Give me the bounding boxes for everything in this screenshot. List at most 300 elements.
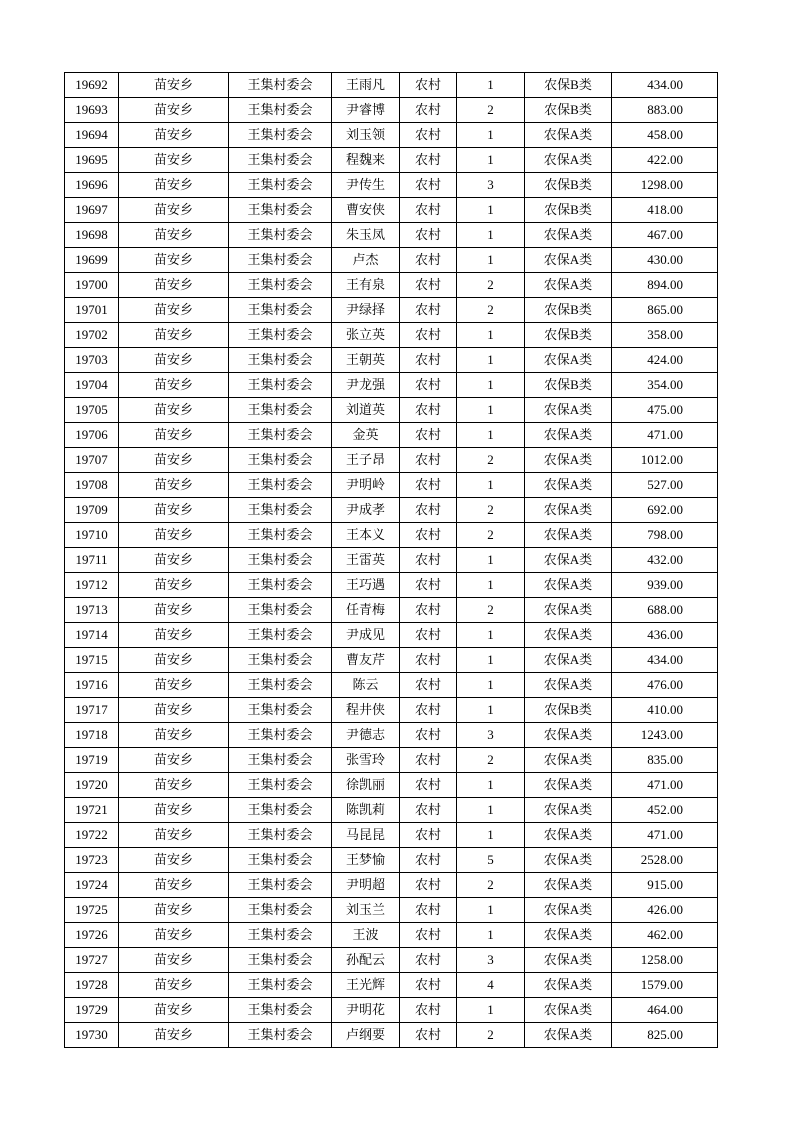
cell-count: 1 — [457, 623, 525, 648]
cell-count: 2 — [457, 448, 525, 473]
cell-category: 农保A类 — [525, 548, 612, 573]
cell-name: 任青梅 — [332, 598, 400, 623]
table-row — [65, 73, 718, 98]
cell-type: 农村 — [400, 848, 457, 873]
cell-category: 农保A类 — [525, 823, 612, 848]
cell-amount: 825.00 — [612, 1023, 718, 1048]
cell-township: 苗安乡 — [119, 748, 229, 773]
cell-village: 王集村委会 — [229, 948, 332, 973]
cell-category: 农保A类 — [525, 773, 612, 798]
cell-village: 王集村委会 — [229, 898, 332, 923]
cell-id: 19704 — [65, 373, 119, 398]
cell-village: 王集村委会 — [229, 823, 332, 848]
cell-id: 19717 — [65, 698, 119, 723]
cell-amount: 527.00 — [612, 473, 718, 498]
cell-village: 王集村委会 — [229, 173, 332, 198]
cell-id: 19701 — [65, 298, 119, 323]
cell-amount: 471.00 — [612, 423, 718, 448]
cell-township: 苗安乡 — [119, 648, 229, 673]
cell-count: 1 — [457, 923, 525, 948]
cell-amount: 436.00 — [612, 623, 718, 648]
table-row — [65, 148, 718, 173]
cell-name: 朱玉凤 — [332, 223, 400, 248]
cell-type: 农村 — [400, 1023, 457, 1048]
cell-township: 苗安乡 — [119, 198, 229, 223]
table-row — [65, 298, 718, 323]
cell-village: 王集村委会 — [229, 673, 332, 698]
cell-township: 苗安乡 — [119, 723, 229, 748]
table-row — [65, 623, 718, 648]
table-row — [65, 798, 718, 823]
table-row — [65, 198, 718, 223]
cell-id: 19723 — [65, 848, 119, 873]
cell-id: 19707 — [65, 448, 119, 473]
cell-type: 农村 — [400, 348, 457, 373]
cell-type: 农村 — [400, 498, 457, 523]
cell-type: 农村 — [400, 973, 457, 998]
cell-id: 19722 — [65, 823, 119, 848]
cell-type: 农村 — [400, 273, 457, 298]
cell-category: 农保A类 — [525, 123, 612, 148]
cell-amount: 475.00 — [612, 398, 718, 423]
cell-township: 苗安乡 — [119, 173, 229, 198]
cell-village: 王集村委会 — [229, 623, 332, 648]
cell-village: 王集村委会 — [229, 523, 332, 548]
cell-village: 王集村委会 — [229, 398, 332, 423]
cell-category: 农保A类 — [525, 398, 612, 423]
cell-category: 农保A类 — [525, 523, 612, 548]
cell-name: 徐凯丽 — [332, 773, 400, 798]
cell-name: 陈凯莉 — [332, 798, 400, 823]
cell-amount: 464.00 — [612, 998, 718, 1023]
cell-amount: 467.00 — [612, 223, 718, 248]
cell-amount: 865.00 — [612, 298, 718, 323]
cell-count: 1 — [457, 73, 525, 98]
cell-type: 农村 — [400, 773, 457, 798]
cell-name: 马昆昆 — [332, 823, 400, 848]
cell-township: 苗安乡 — [119, 698, 229, 723]
cell-count: 1 — [457, 798, 525, 823]
cell-id: 19724 — [65, 873, 119, 898]
cell-count: 1 — [457, 473, 525, 498]
cell-id: 19726 — [65, 923, 119, 948]
cell-category: 农保B类 — [525, 198, 612, 223]
cell-id: 19711 — [65, 548, 119, 573]
cell-village: 王集村委会 — [229, 373, 332, 398]
cell-category: 农保B类 — [525, 73, 612, 98]
cell-village: 王集村委会 — [229, 798, 332, 823]
cell-name: 程井侠 — [332, 698, 400, 723]
cell-name: 王梦愉 — [332, 848, 400, 873]
cell-name: 曹安侠 — [332, 198, 400, 223]
table-row — [65, 948, 718, 973]
cell-amount: 1012.00 — [612, 448, 718, 473]
cell-village: 王集村委会 — [229, 123, 332, 148]
cell-amount: 471.00 — [612, 773, 718, 798]
cell-count: 1 — [457, 423, 525, 448]
cell-amount: 452.00 — [612, 798, 718, 823]
cell-village: 王集村委会 — [229, 98, 332, 123]
cell-count: 1 — [457, 323, 525, 348]
cell-count: 2 — [457, 523, 525, 548]
cell-amount: 471.00 — [612, 823, 718, 848]
cell-category: 农保A类 — [525, 148, 612, 173]
cell-type: 农村 — [400, 323, 457, 348]
cell-category: 农保B类 — [525, 98, 612, 123]
table-row — [65, 648, 718, 673]
cell-amount: 432.00 — [612, 548, 718, 573]
cell-category: 农保A类 — [525, 1023, 612, 1048]
cell-category: 农保B类 — [525, 698, 612, 723]
cell-name: 尹成见 — [332, 623, 400, 648]
cell-name: 刘玉领 — [332, 123, 400, 148]
cell-name: 尹传生 — [332, 173, 400, 198]
cell-amount: 1579.00 — [612, 973, 718, 998]
cell-township: 苗安乡 — [119, 673, 229, 698]
cell-name: 尹绿择 — [332, 298, 400, 323]
cell-category: 农保A类 — [525, 898, 612, 923]
table-row — [65, 323, 718, 348]
cell-township: 苗安乡 — [119, 473, 229, 498]
table-row — [65, 123, 718, 148]
table-row — [65, 373, 718, 398]
cell-amount: 424.00 — [612, 348, 718, 373]
cell-township: 苗安乡 — [119, 248, 229, 273]
table-row — [65, 398, 718, 423]
cell-id: 19699 — [65, 248, 119, 273]
cell-township: 苗安乡 — [119, 398, 229, 423]
cell-type: 农村 — [400, 548, 457, 573]
cell-village: 王集村委会 — [229, 348, 332, 373]
cell-count: 1 — [457, 148, 525, 173]
cell-type: 农村 — [400, 398, 457, 423]
cell-type: 农村 — [400, 223, 457, 248]
cell-id: 19729 — [65, 998, 119, 1023]
cell-id: 19703 — [65, 348, 119, 373]
cell-id: 19718 — [65, 723, 119, 748]
cell-type: 农村 — [400, 573, 457, 598]
cell-township: 苗安乡 — [119, 548, 229, 573]
cell-name: 曹友芹 — [332, 648, 400, 673]
cell-type: 农村 — [400, 723, 457, 748]
cell-type: 农村 — [400, 798, 457, 823]
cell-type: 农村 — [400, 523, 457, 548]
cell-category: 农保A类 — [525, 948, 612, 973]
cell-id: 19705 — [65, 398, 119, 423]
cell-village: 王集村委会 — [229, 298, 332, 323]
cell-type: 农村 — [400, 873, 457, 898]
cell-name: 王雨凡 — [332, 73, 400, 98]
cell-count: 1 — [457, 248, 525, 273]
cell-category: 农保A类 — [525, 473, 612, 498]
cell-amount: 915.00 — [612, 873, 718, 898]
cell-township: 苗安乡 — [119, 73, 229, 98]
cell-name: 尹明岭 — [332, 473, 400, 498]
cell-count: 3 — [457, 948, 525, 973]
cell-amount: 434.00 — [612, 648, 718, 673]
cell-type: 农村 — [400, 998, 457, 1023]
cell-category: 农保B类 — [525, 173, 612, 198]
cell-township: 苗安乡 — [119, 298, 229, 323]
table-row — [65, 673, 718, 698]
cell-amount: 462.00 — [612, 923, 718, 948]
cell-type: 农村 — [400, 448, 457, 473]
table-row — [65, 248, 718, 273]
cell-village: 王集村委会 — [229, 223, 332, 248]
cell-village: 王集村委会 — [229, 423, 332, 448]
cell-village: 王集村委会 — [229, 698, 332, 723]
cell-name: 金英 — [332, 423, 400, 448]
table-row — [65, 173, 718, 198]
cell-category: 农保A类 — [525, 573, 612, 598]
cell-id: 19708 — [65, 473, 119, 498]
cell-category: 农保A类 — [525, 648, 612, 673]
cell-name: 刘玉兰 — [332, 898, 400, 923]
cell-name: 尹德志 — [332, 723, 400, 748]
cell-id: 19730 — [65, 1023, 119, 1048]
cell-name: 卢杰 — [332, 248, 400, 273]
cell-type: 农村 — [400, 173, 457, 198]
cell-village: 王集村委会 — [229, 323, 332, 348]
cell-name: 张立英 — [332, 323, 400, 348]
cell-name: 尹龙强 — [332, 373, 400, 398]
cell-amount: 1258.00 — [612, 948, 718, 973]
cell-amount: 418.00 — [612, 198, 718, 223]
table-row — [65, 523, 718, 548]
cell-id: 19706 — [65, 423, 119, 448]
cell-amount: 798.00 — [612, 523, 718, 548]
cell-count: 2 — [457, 298, 525, 323]
cell-count: 5 — [457, 848, 525, 873]
cell-type: 农村 — [400, 98, 457, 123]
cell-village: 王集村委会 — [229, 248, 332, 273]
table-row — [65, 423, 718, 448]
cell-amount: 458.00 — [612, 123, 718, 148]
cell-category: 农保A类 — [525, 748, 612, 773]
cell-count: 1 — [457, 398, 525, 423]
cell-name: 尹睿博 — [332, 98, 400, 123]
cell-amount: 358.00 — [612, 323, 718, 348]
table-row — [65, 823, 718, 848]
cell-name: 尹成孝 — [332, 498, 400, 523]
cell-type: 农村 — [400, 73, 457, 98]
cell-village: 王集村委会 — [229, 848, 332, 873]
table-row — [65, 748, 718, 773]
cell-category: 农保A类 — [525, 673, 612, 698]
cell-category: 农保A类 — [525, 923, 612, 948]
cell-village: 王集村委会 — [229, 198, 332, 223]
cell-category: 农保B类 — [525, 323, 612, 348]
cell-id: 19698 — [65, 223, 119, 248]
cell-id: 19721 — [65, 798, 119, 823]
cell-count: 1 — [457, 348, 525, 373]
cell-category: 农保B类 — [525, 373, 612, 398]
cell-village: 王集村委会 — [229, 573, 332, 598]
cell-id: 19720 — [65, 773, 119, 798]
cell-name: 王朝英 — [332, 348, 400, 373]
table-row — [65, 998, 718, 1023]
cell-township: 苗安乡 — [119, 123, 229, 148]
cell-count: 1 — [457, 573, 525, 598]
cell-name: 卢纲要 — [332, 1023, 400, 1048]
cell-village: 王集村委会 — [229, 998, 332, 1023]
cell-count: 2 — [457, 1023, 525, 1048]
cell-village: 王集村委会 — [229, 723, 332, 748]
cell-amount: 354.00 — [612, 373, 718, 398]
cell-category: 农保A类 — [525, 798, 612, 823]
cell-count: 2 — [457, 98, 525, 123]
table-row — [65, 723, 718, 748]
table-row — [65, 773, 718, 798]
cell-type: 农村 — [400, 148, 457, 173]
cell-count: 1 — [457, 673, 525, 698]
cell-township: 苗安乡 — [119, 798, 229, 823]
cell-village: 王集村委会 — [229, 598, 332, 623]
cell-township: 苗安乡 — [119, 998, 229, 1023]
cell-count: 3 — [457, 723, 525, 748]
cell-name: 王有泉 — [332, 273, 400, 298]
cell-amount: 939.00 — [612, 573, 718, 598]
cell-type: 农村 — [400, 923, 457, 948]
cell-township: 苗安乡 — [119, 848, 229, 873]
cell-village: 王集村委会 — [229, 873, 332, 898]
table-row — [65, 698, 718, 723]
cell-type: 农村 — [400, 473, 457, 498]
cell-amount: 835.00 — [612, 748, 718, 773]
cell-village: 王集村委会 — [229, 148, 332, 173]
cell-township: 苗安乡 — [119, 223, 229, 248]
cell-amount: 426.00 — [612, 898, 718, 923]
cell-township: 苗安乡 — [119, 423, 229, 448]
cell-count: 4 — [457, 973, 525, 998]
cell-id: 19710 — [65, 523, 119, 548]
table-row — [65, 98, 718, 123]
table-row — [65, 573, 718, 598]
cell-township: 苗安乡 — [119, 498, 229, 523]
cell-id: 19716 — [65, 673, 119, 698]
cell-township: 苗安乡 — [119, 98, 229, 123]
cell-village: 王集村委会 — [229, 923, 332, 948]
cell-category: 农保A类 — [525, 848, 612, 873]
cell-count: 3 — [457, 173, 525, 198]
table-row — [65, 548, 718, 573]
cell-name: 张雪玲 — [332, 748, 400, 773]
cell-id: 19728 — [65, 973, 119, 998]
cell-category: 农保A类 — [525, 598, 612, 623]
cell-township: 苗安乡 — [119, 273, 229, 298]
cell-id: 19702 — [65, 323, 119, 348]
cell-village: 王集村委会 — [229, 448, 332, 473]
cell-count: 1 — [457, 898, 525, 923]
cell-category: 农保A类 — [525, 348, 612, 373]
table-body — [65, 73, 718, 1048]
cell-type: 农村 — [400, 123, 457, 148]
cell-amount: 1243.00 — [612, 723, 718, 748]
cell-township: 苗安乡 — [119, 973, 229, 998]
cell-township: 苗安乡 — [119, 448, 229, 473]
cell-count: 1 — [457, 773, 525, 798]
cell-type: 农村 — [400, 898, 457, 923]
cell-township: 苗安乡 — [119, 348, 229, 373]
table-row — [65, 923, 718, 948]
cell-name: 王巧遇 — [332, 573, 400, 598]
cell-type: 农村 — [400, 823, 457, 848]
cell-village: 王集村委会 — [229, 273, 332, 298]
cell-township: 苗安乡 — [119, 523, 229, 548]
cell-name: 王雷英 — [332, 548, 400, 573]
cell-township: 苗安乡 — [119, 573, 229, 598]
cell-name: 尹明超 — [332, 873, 400, 898]
cell-count: 2 — [457, 598, 525, 623]
cell-type: 农村 — [400, 198, 457, 223]
table-row — [65, 873, 718, 898]
cell-count: 1 — [457, 123, 525, 148]
cell-village: 王集村委会 — [229, 548, 332, 573]
cell-count: 1 — [457, 198, 525, 223]
cell-amount: 883.00 — [612, 98, 718, 123]
table-row — [65, 848, 718, 873]
table-row — [65, 448, 718, 473]
cell-count: 2 — [457, 873, 525, 898]
cell-township: 苗安乡 — [119, 598, 229, 623]
cell-count: 2 — [457, 273, 525, 298]
cell-count: 1 — [457, 373, 525, 398]
cell-id: 19719 — [65, 748, 119, 773]
table-row — [65, 598, 718, 623]
table-row — [65, 973, 718, 998]
cell-amount: 410.00 — [612, 698, 718, 723]
cell-name: 王波 — [332, 923, 400, 948]
cell-amount: 1298.00 — [612, 173, 718, 198]
cell-count: 1 — [457, 823, 525, 848]
cell-count: 1 — [457, 648, 525, 673]
cell-id: 19696 — [65, 173, 119, 198]
cell-name: 孙配云 — [332, 948, 400, 973]
cell-category: 农保A类 — [525, 723, 612, 748]
cell-type: 农村 — [400, 373, 457, 398]
cell-id: 19695 — [65, 148, 119, 173]
cell-category: 农保A类 — [525, 623, 612, 648]
cell-name: 尹明花 — [332, 998, 400, 1023]
cell-type: 农村 — [400, 673, 457, 698]
cell-amount: 692.00 — [612, 498, 718, 523]
cell-category: 农保A类 — [525, 873, 612, 898]
cell-amount: 894.00 — [612, 273, 718, 298]
table-row — [65, 498, 718, 523]
cell-township: 苗安乡 — [119, 773, 229, 798]
cell-count: 1 — [457, 698, 525, 723]
table-row — [65, 223, 718, 248]
cell-amount: 476.00 — [612, 673, 718, 698]
cell-township: 苗安乡 — [119, 898, 229, 923]
cell-township: 苗安乡 — [119, 323, 229, 348]
cell-village: 王集村委会 — [229, 1023, 332, 1048]
cell-category: 农保A类 — [525, 498, 612, 523]
cell-name: 王子昂 — [332, 448, 400, 473]
cell-village: 王集村委会 — [229, 498, 332, 523]
cell-type: 农村 — [400, 423, 457, 448]
cell-id: 19700 — [65, 273, 119, 298]
cell-type: 农村 — [400, 598, 457, 623]
cell-type: 农村 — [400, 748, 457, 773]
cell-township: 苗安乡 — [119, 923, 229, 948]
cell-category: 农保A类 — [525, 998, 612, 1023]
cell-village: 王集村委会 — [229, 773, 332, 798]
cell-village: 王集村委会 — [229, 473, 332, 498]
cell-category: 农保A类 — [525, 223, 612, 248]
cell-amount: 434.00 — [612, 73, 718, 98]
cell-category: 农保A类 — [525, 423, 612, 448]
